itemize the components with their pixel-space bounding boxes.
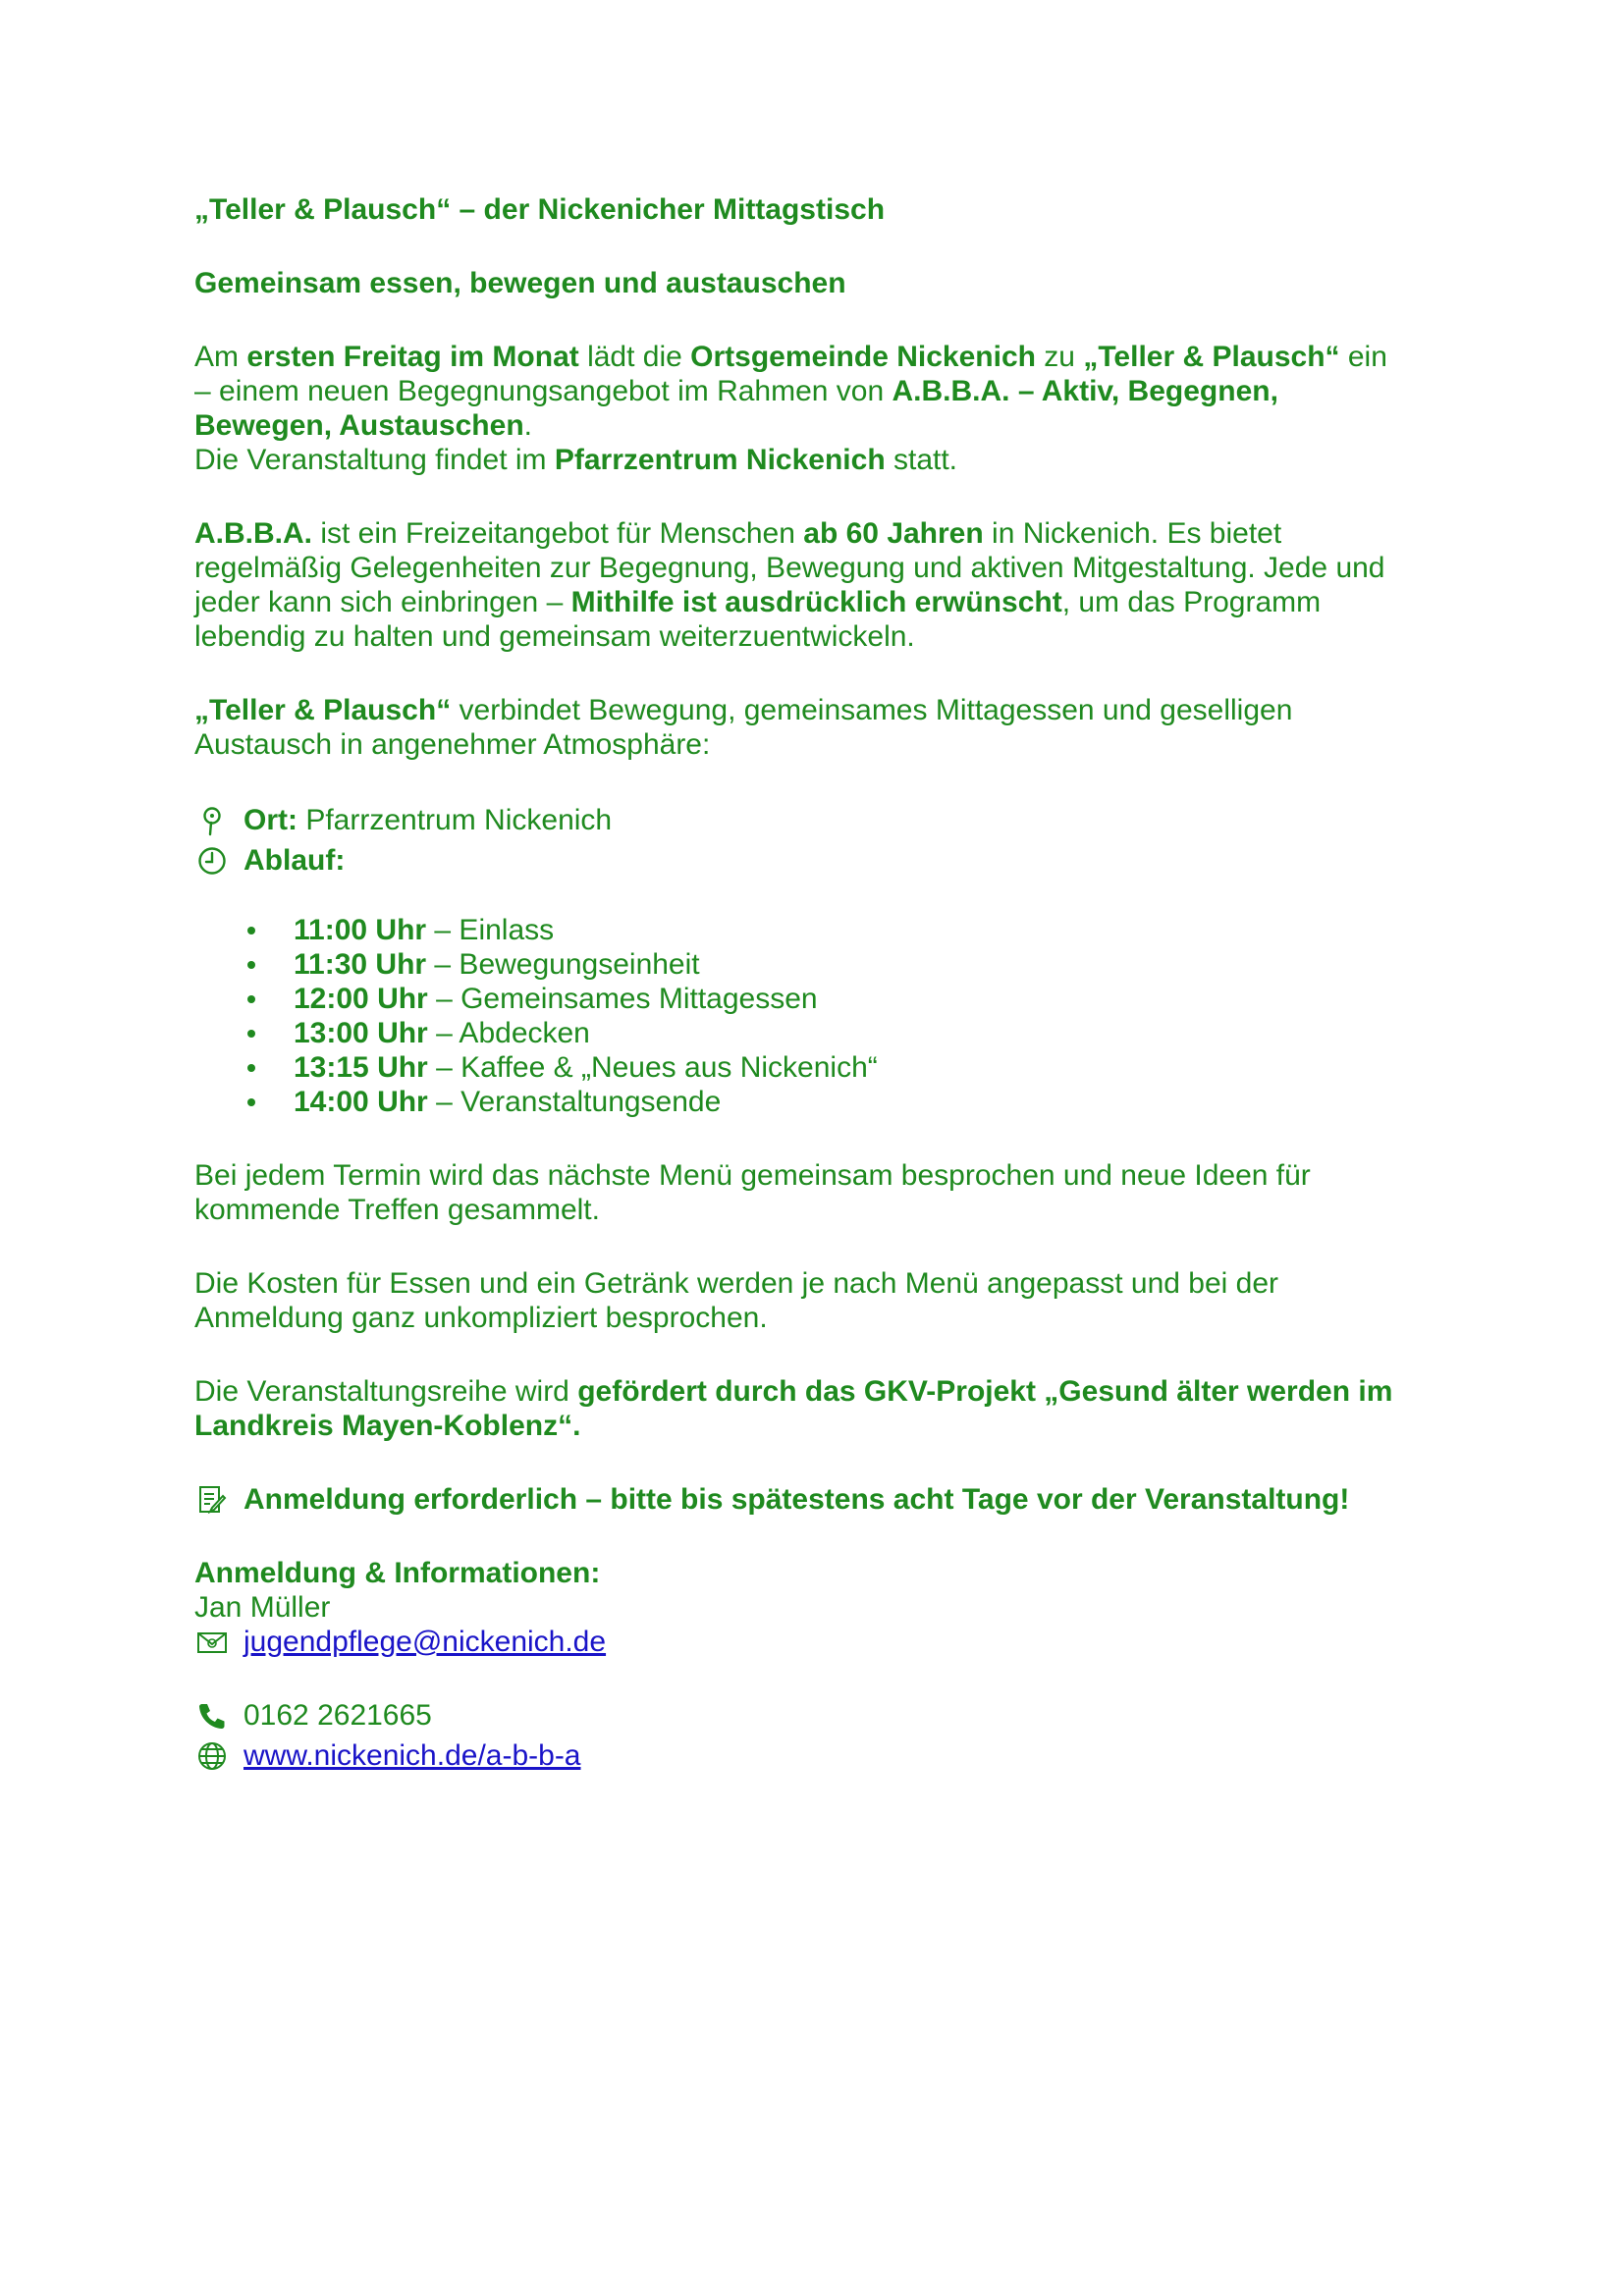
email-icon bbox=[196, 1627, 228, 1658]
clock-icon bbox=[196, 845, 228, 877]
location-pin-icon bbox=[196, 805, 228, 836]
agenda-item: 11:30 Uhr – Bewegungseinheit bbox=[194, 947, 1451, 982]
contact-heading: Anmeldung & Informationen: bbox=[194, 1557, 601, 1589]
menu-note-paragraph: Bei jedem Termin wird das nächste Menü gemeinsam besprochen und neue Ideen für kommende Treffen gesammelt. bbox=[194, 1159, 1311, 1226]
agenda-item: 11:00 Uhr – Einlass bbox=[194, 913, 1451, 947]
website-link[interactable]: www.nickenich.de/a-b-b-a bbox=[243, 1739, 581, 1772]
globe-icon bbox=[196, 1740, 228, 1772]
email-link[interactable]: jugendpflege@nickenich.de bbox=[243, 1626, 607, 1658]
phone-number: 0162 2621665 bbox=[243, 1699, 432, 1732]
form-edit-icon bbox=[196, 1484, 228, 1516]
agenda-item: 13:00 Uhr – Abdecken bbox=[194, 1016, 1451, 1050]
phone-line bbox=[194, 1698, 1451, 1733]
concept-paragraph: „Teller & Plausch“ verbindet Bewegung, gemeinsames Mittagessen und geselligen Austausch in angenehmer Atmosphäre: bbox=[194, 694, 1293, 761]
abba-paragraph: A.B.B.A. ist ein Freizeitangebot für Menschen ab 60 Jahren in Nickenich. Es bietet regelmäßig Gelegenheiten zur Begegnung, Bewegung und aktiven Mitgestaltung. Jede und jeder kann sich einbringen – Mithilfe ist ausdrücklich erwünscht, um das Programm lebendig zu halten und gemeinsam weiterzuentwickeln. bbox=[194, 517, 1385, 653]
document-body bbox=[194, 192, 1451, 1779]
agenda-item: 14:00 Uhr – Veranstaltungsende bbox=[194, 1085, 1451, 1119]
registration-notice: Anmeldung erforderlich – bitte bis spätestens acht Tage vor der Veranstaltung! bbox=[194, 1482, 1451, 1517]
contact-name: Jan Müller bbox=[194, 1591, 331, 1624]
funding-paragraph: Die Veranstaltungsreihe wird gefördert durch das GKV-Projekt „Gesund älter werden im Landkreis Mayen-Koblenz“. bbox=[194, 1375, 1393, 1442]
agenda-list bbox=[194, 913, 1451, 1119]
phone-icon bbox=[196, 1700, 228, 1732]
page-title: „Teller & Plausch“ – der Nickenicher Mittagstisch bbox=[194, 193, 886, 226]
page-subtitle: Gemeinsam essen, bewegen und austauschen bbox=[194, 267, 846, 299]
agenda-heading: Ablauf: bbox=[194, 843, 1451, 878]
web-line bbox=[194, 1738, 1451, 1773]
agenda-item: 12:00 Uhr – Gemeinsames Mittagessen bbox=[194, 982, 1451, 1016]
location-line: Ort: Pfarrzentrum Nickenich bbox=[194, 803, 1451, 837]
intro-paragraph: Am ersten Freitag im Monat lädt die Ortsgemeinde Nickenich zu „Teller & Plausch“ ein – einem neuen Begegnungsangebot im Rahmen von A.B.B.A. – Aktiv, Begegnen, Bewegen, Austauschen. Die Veranstaltung findet im Pfarrzentrum Nickenich statt. bbox=[194, 341, 1387, 476]
agenda-item: 13:15 Uhr – Kaffee & „Neues aus Nickenich“ bbox=[194, 1050, 1451, 1085]
costs-paragraph: Die Kosten für Essen und ein Getränk werden je nach Menü angepasst und bei der Anmeldung ganz unkompliziert besprochen. bbox=[194, 1267, 1279, 1334]
email-line bbox=[194, 1625, 1451, 1659]
